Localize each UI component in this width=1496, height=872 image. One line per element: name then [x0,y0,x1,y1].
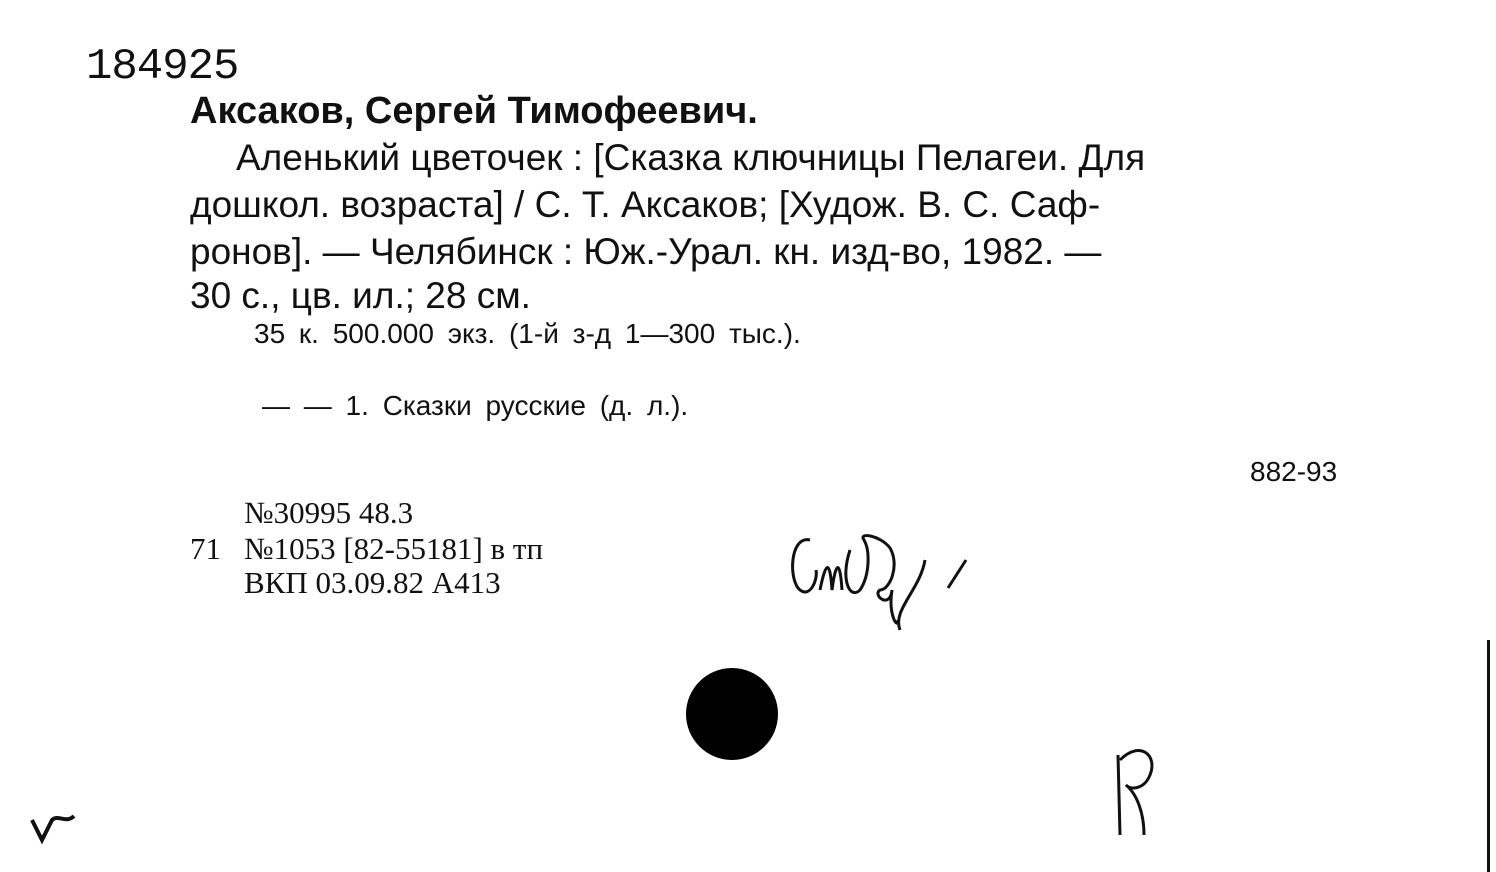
title-line-4: 30 с., цв. ил.; 28 см. [190,275,531,316]
title-line-3: ронов]. — Челябинск : Юж.-Урал. кн. изд-во, 1982. — [190,231,1102,272]
title-line-1: Аленький цветочек : [Сказка ключницы Пелагеи. Для [236,137,1146,178]
author-heading: Аксаков, Сергей Тимофеевич. [190,90,758,132]
order-line-2: №1053 [82-55181] в тп [244,531,544,566]
inventory-number: 184925 [86,42,239,92]
punch-hole [684,668,784,768]
order-line-1: №30995 48.3 [244,495,414,530]
title-line-2: дошкол. возраста] / С. Т. Аксаков; [Худож. В. С. Саф- [190,184,1101,225]
class-code: 882-93 [1250,456,1338,487]
corner-mark [28,806,78,846]
card-edge [1487,640,1490,872]
subject-heading: — — 1. Сказки русские (д. л.). [262,390,689,421]
price-edition-line: 35 к. 500.000 экз. (1-й з-д 1—300 тыс.). [254,318,801,349]
handwritten-letter [1100,735,1170,845]
handwritten-signature [780,520,980,640]
order-line-3: ВКП 03.09.82 А413 [244,565,501,600]
order-prefix: 71 [190,531,221,566]
